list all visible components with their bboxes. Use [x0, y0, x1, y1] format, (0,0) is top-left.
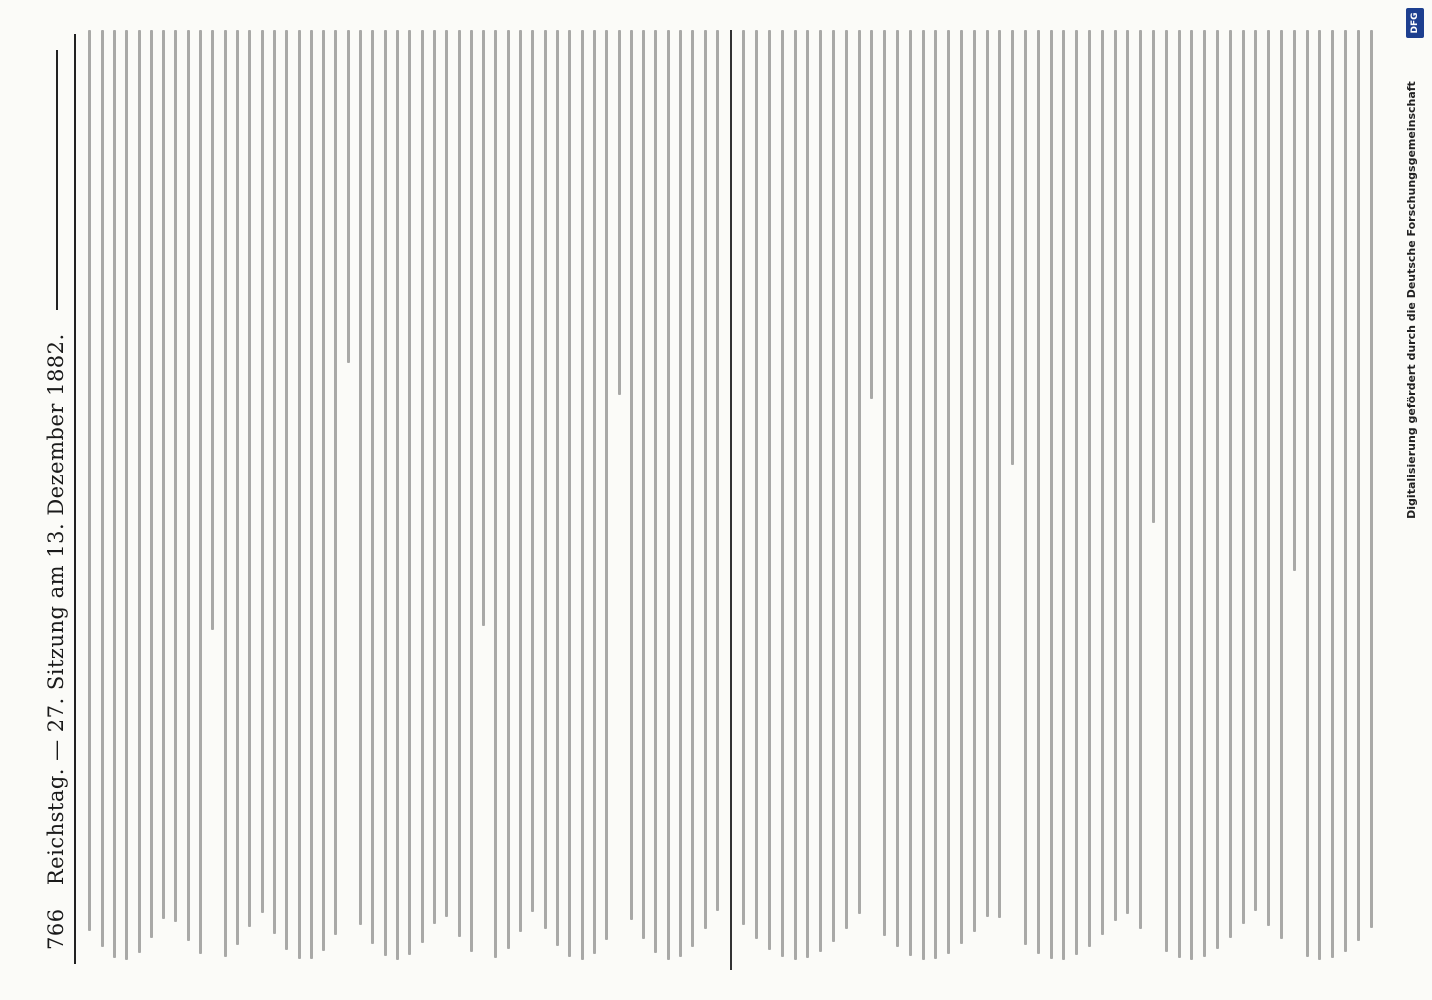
text-line	[642, 30, 645, 939]
text-line	[1216, 30, 1219, 949]
text-line	[1037, 30, 1040, 954]
text-line	[408, 30, 411, 955]
running-header	[34, 20, 78, 980]
text-line	[781, 30, 784, 957]
text-line	[654, 30, 657, 953]
text-line	[211, 30, 214, 630]
text-line	[544, 30, 547, 929]
text-line	[88, 30, 91, 931]
text-line	[768, 30, 771, 950]
text-line	[1075, 30, 1078, 955]
text-line	[310, 30, 313, 959]
text-column-right	[738, 20, 1378, 980]
text-line	[630, 30, 633, 920]
text-line	[531, 30, 534, 912]
text-line	[1114, 30, 1117, 921]
text-line	[1024, 30, 1027, 945]
text-line	[507, 30, 510, 949]
printed-sheet	[26, 20, 1386, 980]
text-line	[150, 30, 153, 938]
text-line	[371, 30, 374, 944]
text-line	[568, 30, 571, 957]
text-line	[1139, 30, 1142, 929]
text-line	[691, 30, 694, 947]
text-line	[458, 30, 461, 937]
text-line	[909, 30, 912, 956]
text-line	[174, 30, 177, 922]
text-line	[973, 30, 976, 932]
text-line	[742, 30, 745, 925]
text-line	[858, 30, 861, 914]
text-line	[1190, 30, 1193, 960]
header-rule	[54, 50, 58, 310]
text-line	[986, 30, 989, 917]
text-line	[298, 30, 301, 959]
text-line	[236, 30, 239, 945]
text-line	[1165, 30, 1168, 952]
text-line	[322, 30, 325, 951]
text-line	[870, 30, 873, 399]
text-line	[618, 30, 621, 395]
text-line	[605, 30, 608, 940]
column-divider	[730, 30, 732, 970]
text-line	[1293, 30, 1296, 571]
text-line	[187, 30, 190, 941]
text-line	[519, 30, 522, 932]
text-line	[1267, 30, 1270, 926]
text-line	[1152, 30, 1155, 523]
text-line	[285, 30, 288, 950]
header-title: Reichstag. — 27. Sitzung am 13. Dezember 1882.	[44, 333, 68, 886]
dfg-logo-icon	[1406, 8, 1424, 38]
text-line	[261, 30, 264, 913]
text-line	[445, 30, 448, 917]
text-line	[593, 30, 596, 954]
text-line	[1280, 30, 1283, 939]
digitization-stamp	[1398, 0, 1432, 1000]
text-line	[1254, 30, 1257, 911]
text-line	[794, 30, 797, 960]
text-line	[679, 30, 682, 957]
text-line	[125, 30, 128, 960]
page-number: 766	[44, 908, 68, 950]
text-line	[667, 30, 670, 960]
text-line	[138, 30, 141, 953]
text-line	[960, 30, 963, 944]
text-line	[199, 30, 202, 954]
text-line	[845, 30, 848, 929]
text-line	[896, 30, 899, 947]
text-line	[883, 30, 886, 936]
text-line	[1344, 30, 1347, 952]
text-line	[1370, 30, 1373, 928]
text-line	[755, 30, 758, 939]
text-line	[248, 30, 251, 927]
text-line	[998, 30, 1001, 918]
text-line	[1178, 30, 1181, 958]
header-divider	[74, 34, 76, 964]
text-line	[832, 30, 835, 942]
text-line	[433, 30, 436, 924]
text-line	[1203, 30, 1206, 957]
text-line	[819, 30, 822, 952]
text-line	[806, 30, 809, 958]
text-line	[704, 30, 707, 929]
text-line	[934, 30, 937, 959]
text-line	[384, 30, 387, 956]
digitization-text: Digitalisierung gefördert durch die Deutsche Forschungsgemeinschaft	[1405, 81, 1418, 519]
text-line	[1357, 30, 1360, 941]
text-line	[716, 30, 719, 911]
text-line	[1229, 30, 1232, 938]
text-line	[347, 30, 350, 363]
text-line	[359, 30, 362, 925]
text-line	[470, 30, 473, 952]
text-line	[922, 30, 925, 960]
text-line	[334, 30, 337, 935]
text-line	[947, 30, 950, 954]
text-line	[1088, 30, 1091, 947]
text-line	[1011, 30, 1014, 465]
text-line	[224, 30, 227, 957]
text-line	[1050, 30, 1053, 959]
text-line	[1062, 30, 1065, 960]
text-line	[581, 30, 584, 960]
text-line	[101, 30, 104, 947]
text-line	[1306, 30, 1309, 957]
text-line	[1126, 30, 1129, 914]
text-line	[421, 30, 424, 943]
text-line	[273, 30, 276, 934]
text-line	[162, 30, 165, 919]
text-line	[494, 30, 497, 958]
text-line	[113, 30, 116, 958]
text-line	[1101, 30, 1104, 935]
dfg-logo-text: DFG	[1410, 12, 1420, 34]
text-line	[396, 30, 399, 960]
text-line	[556, 30, 559, 946]
text-column-left	[84, 20, 724, 980]
text-line	[482, 30, 485, 626]
text-line	[1331, 30, 1334, 958]
text-line	[1242, 30, 1245, 924]
text-line	[1318, 30, 1321, 960]
